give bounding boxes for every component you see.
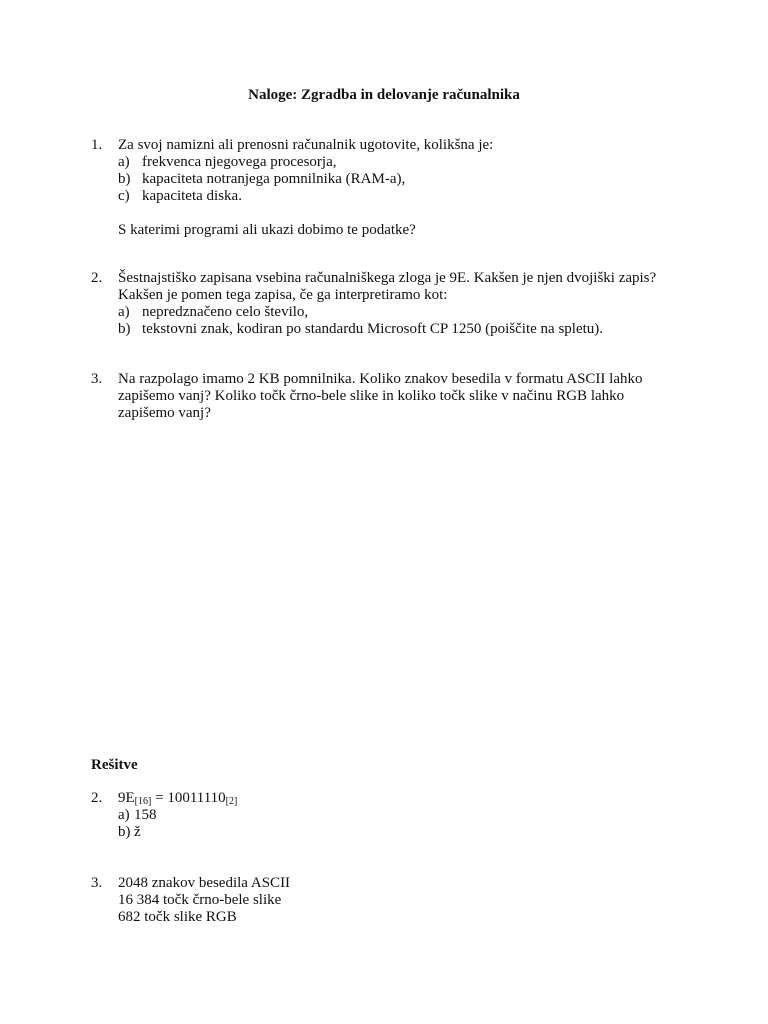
page-title: Naloge: Zgradba in delovanje računalnika (248, 87, 520, 103)
solution-number: 2. (91, 790, 103, 806)
item-text: ž (134, 824, 141, 840)
item-label: b) (118, 824, 131, 840)
item-label: a) (118, 304, 130, 320)
task-1 (91, 137, 711, 239)
task-text: Kakšen je pomen tega zapisa, če ga interpretiramo kot: (118, 287, 448, 303)
task-text: Šestnajstiško zapisana vsebina računalniškega zloga je 9E. Kakšen je njen dvojiški zapis? (118, 270, 657, 286)
task-text: Za svoj namizni ali prenosni računalnik ugotovite, kolikšna je: (118, 137, 494, 153)
hex-value: 9E (118, 790, 135, 806)
task-item (91, 304, 711, 321)
task-text: zapišemo vanj? Koliko točk črno-bele slike in koliko točk slike v načinu RGB lahko (118, 388, 625, 404)
task-item (91, 321, 711, 338)
solution-text: 2048 znakov besedila ASCII (118, 875, 291, 891)
item-text: 158 (134, 807, 157, 823)
solution-item (91, 807, 711, 824)
item-label: a) (118, 807, 130, 823)
task-item (91, 154, 711, 171)
solution-3 (91, 875, 711, 926)
item-text: tekstovni znak, kodiran po standardu Microsoft CP 1250 (poiščite na spletu). (142, 321, 604, 337)
solution-2 (91, 790, 711, 841)
item-label: a) (118, 154, 130, 170)
solution-number: 3. (91, 875, 103, 891)
task-number: 1. (91, 137, 103, 153)
solution-item (91, 824, 711, 841)
solution-text: 16 384 točk črno-bele slike (118, 892, 282, 908)
item-text: frekvenca njegovega procesorja, (142, 154, 337, 170)
task-text: Na razpolago imamo 2 KB pomnilnika. Koliko znakov besedila v formatu ASCII lahko (118, 371, 643, 387)
binary-base: [2] (225, 796, 238, 807)
item-label: c) (118, 188, 130, 204)
item-text: kapaciteta diska. (142, 188, 242, 204)
hex-base: [16] (134, 796, 152, 807)
task-2 (91, 270, 711, 338)
task-note: S katerimi programi ali ukazi dobimo te podatke? (118, 222, 416, 238)
task-number: 3. (91, 371, 103, 387)
binary-value: 10011110 (167, 790, 226, 806)
solution-text: 682 točk slike RGB (118, 909, 237, 925)
item-label: b) (118, 171, 131, 187)
item-text: kapaciteta notranjega pomnilnika (RAM-a), (142, 171, 406, 187)
solutions-heading: Rešitve (91, 757, 138, 773)
task-item (91, 171, 711, 188)
item-label: b) (118, 321, 131, 337)
task-text: zapišemo vanj? (118, 405, 211, 421)
task-number: 2. (91, 270, 103, 286)
conversion-expression (118, 790, 237, 807)
task-item (91, 188, 711, 205)
task-3 (91, 371, 711, 422)
item-text: nepredznačeno celo število, (142, 304, 309, 320)
equals-sign: = (151, 790, 168, 806)
